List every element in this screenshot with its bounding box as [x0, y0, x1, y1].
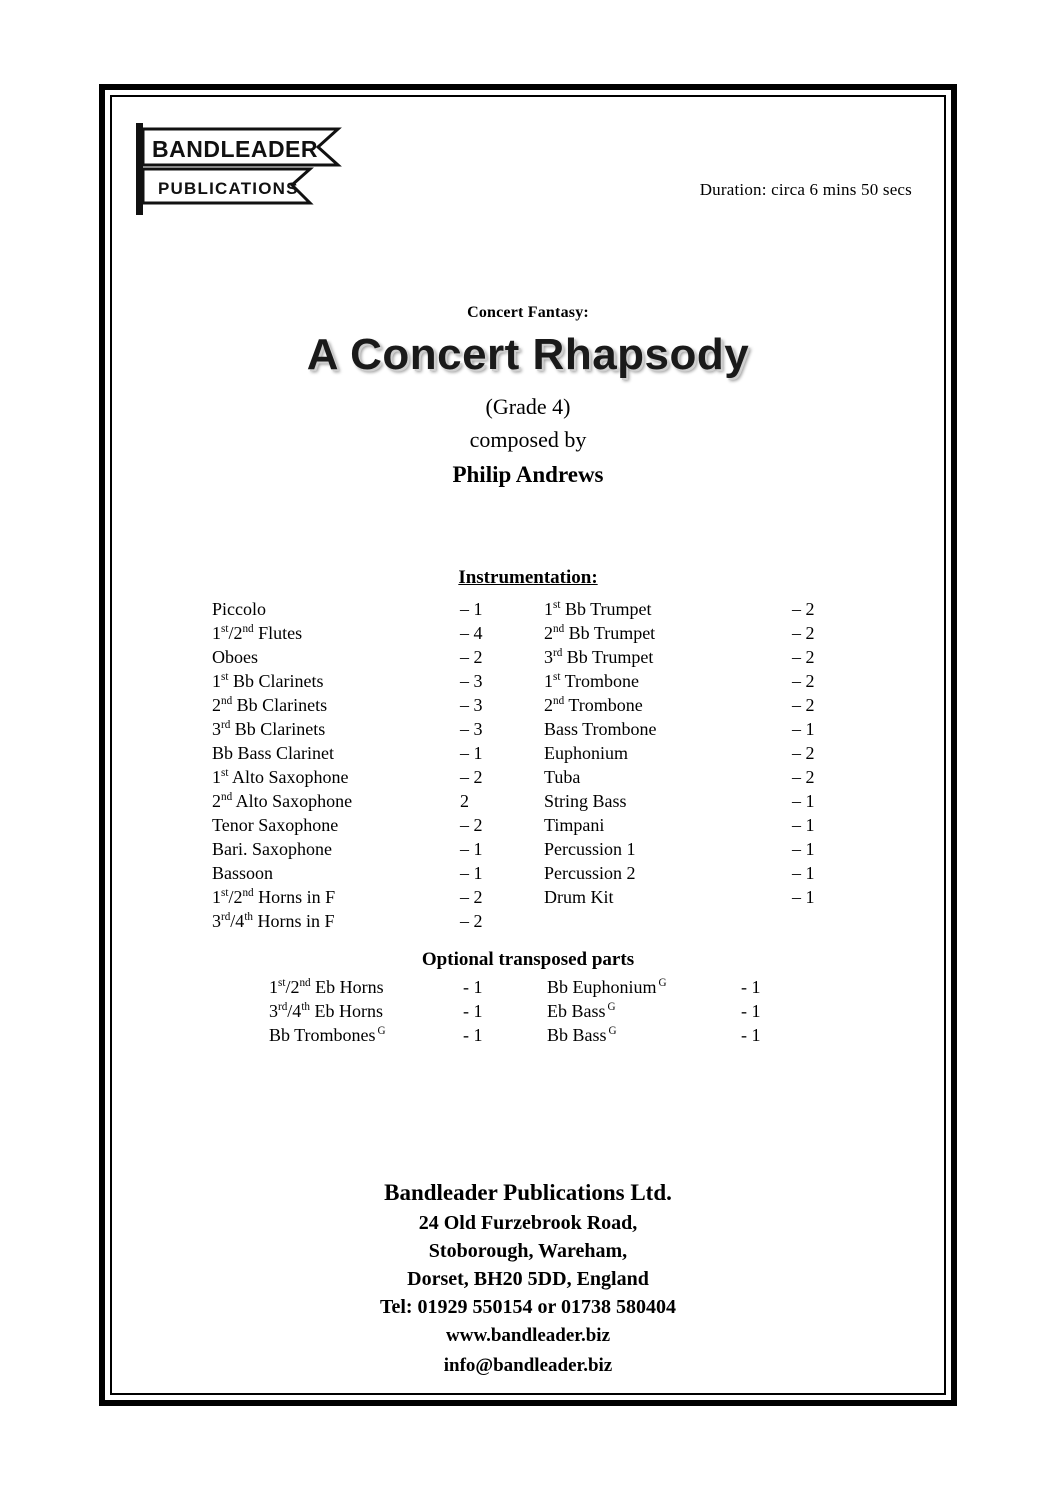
instrumentation-row-name: Drum Kit — [544, 887, 614, 907]
instrumentation-list — [112, 597, 944, 933]
optional-row — [547, 975, 787, 999]
instrumentation-row-count: – 1 — [792, 719, 815, 739]
instrumentation-row — [212, 861, 512, 885]
instrumentation-row-count: – 1 — [460, 863, 483, 883]
instrumentation-row — [212, 741, 512, 765]
instrumentation-row-name: 1st Bb Clarinets — [212, 671, 324, 691]
optional-row — [547, 1023, 787, 1047]
instrumentation-row-count: – 1 — [792, 839, 815, 859]
instrumentation-row-name: 1st Bb Trumpet — [544, 599, 652, 619]
svg-text:PUBLICATIONS: PUBLICATIONS — [158, 179, 299, 198]
instrumentation-row — [212, 813, 512, 837]
instrumentation-row-name: 2nd Trombone — [544, 695, 643, 715]
instrumentation-row-name: Timpani — [544, 815, 605, 835]
composed-by-label: composed by — [469, 427, 587, 452]
optional-row-name: Eb Bass $^G$ — [547, 1001, 616, 1021]
instrumentation-row-name: Bari. Saxophone — [212, 839, 332, 859]
instrumentation-row-count: 2 — [460, 791, 469, 811]
instrumentation-row — [212, 885, 512, 909]
optional-row-name: Bb Bass $^G$ — [547, 1025, 617, 1045]
instrumentation-row-name: 1st Trombone — [544, 671, 639, 691]
instrumentation-row-count: – 2 — [792, 647, 815, 667]
optional-row-count: - 1 — [741, 1025, 761, 1045]
page-title: A Concert Rhapsody — [306, 330, 750, 379]
instrumentation-row-name: 3rd/4th Horns in F — [212, 911, 335, 931]
publisher-website[interactable]: www.bandleader.biz — [446, 1325, 610, 1346]
instrumentation-row-count: – 1 — [792, 791, 815, 811]
instrumentation-column-left — [212, 597, 512, 933]
instrumentation-row-count: – 2 — [792, 743, 815, 763]
instrumentation-row-count: – 2 — [460, 647, 483, 667]
instrumentation-row — [544, 693, 844, 717]
instrumentation-column-right — [544, 597, 844, 933]
optional-column-left — [269, 975, 509, 1047]
grade-label: (Grade 4) — [485, 394, 571, 419]
instrumentation-row — [212, 717, 512, 741]
instrumentation-row — [544, 789, 844, 813]
instrumentation-row-name: 2nd Alto Saxophone — [212, 791, 353, 811]
instrumentation-row-count: – 1 — [460, 743, 483, 763]
duration-text: Duration: circa 6 mins 50 secs — [699, 180, 912, 199]
instrumentation-row — [544, 597, 844, 621]
instrumentation-row-count: – 1 — [460, 599, 483, 619]
composer-name: Philip Andrews — [452, 462, 604, 487]
instrumentation-row-name: 3rd Bb Clarinets — [212, 719, 326, 739]
instrumentation-row-name: Percussion 1 — [544, 839, 636, 859]
bandleader-logo — [132, 117, 347, 217]
instrumentation-row — [544, 885, 844, 909]
instrumentation-row-name: Piccolo — [212, 599, 266, 619]
instrumentation-row-count: – 2 — [460, 911, 483, 931]
instrumentation-row — [212, 645, 512, 669]
instrumentation-row — [544, 669, 844, 693]
instrumentation-row-count: – 3 — [460, 671, 483, 691]
publisher-address-line-1: 24 Old Furzebrook Road, — [418, 1212, 638, 1234]
instrumentation-row-count: – 3 — [460, 695, 483, 715]
instrumentation-row-name: String Bass — [544, 791, 627, 811]
instrumentation-row — [212, 789, 512, 813]
instrumentation-row-name: Bass Trombone — [544, 719, 657, 739]
instrumentation-row-count: – 2 — [792, 599, 815, 619]
instrumentation-row-name: 1st Alto Saxophone — [212, 767, 349, 787]
optional-parts-list — [112, 975, 944, 1047]
optional-row-count: - 1 — [741, 977, 761, 997]
instrumentation-row-name: Tuba — [544, 767, 581, 787]
instrumentation-row-count: – 1 — [792, 863, 815, 883]
instrumentation-row — [544, 765, 844, 789]
instrumentation-row — [212, 669, 512, 693]
instrumentation-row-name: 1st/2nd Flutes — [212, 623, 303, 643]
instrumentation-row — [544, 621, 844, 645]
instrumentation-row — [544, 837, 844, 861]
instrumentation-row-count: – 1 — [460, 839, 483, 859]
instrumentation-row — [544, 861, 844, 885]
optional-row-name: Bb Trombones $^G$ — [269, 1025, 386, 1045]
publisher-telephone: Tel: 01929 550154 or 01738 580404 — [379, 1296, 677, 1318]
publisher-block — [112, 1177, 944, 1381]
optional-row-count: - 1 — [741, 1001, 761, 1021]
optional-row — [547, 999, 787, 1023]
instrumentation-row-name: Euphonium — [544, 743, 628, 763]
instrumentation-row — [544, 813, 844, 837]
publisher-address-line-3: Dorset, BH20 5DD, England — [407, 1268, 649, 1290]
instrumentation-row-name: Percussion 2 — [544, 863, 636, 883]
optional-row-name: 1st/2nd Eb Horns — [269, 977, 384, 997]
instrumentation-row-name: Oboes — [212, 647, 258, 667]
instrumentation-row-count: – 2 — [460, 815, 483, 835]
instrumentation-row — [544, 645, 844, 669]
instrumentation-row-count: – 2 — [460, 887, 483, 907]
publisher-name: Bandleader Publications Ltd. — [384, 1180, 672, 1205]
optional-row-name: 3rd/4th Eb Horns — [269, 1001, 383, 1021]
instrumentation-row-count: – 4 — [460, 623, 483, 643]
instrumentation-row — [212, 597, 512, 621]
page-content — [112, 97, 944, 1393]
subtitle-label: Concert Fantasy: — [467, 304, 589, 321]
instrumentation-row-name: 2nd Bb Clarinets — [212, 695, 328, 715]
instrumentation-row-count: – 2 — [792, 695, 815, 715]
optional-parts-heading: Optional transposed parts — [421, 949, 635, 970]
optional-row-count: - 1 — [463, 1001, 483, 1021]
instrumentation-row — [544, 717, 844, 741]
publisher-email[interactable]: info@bandleader.biz — [443, 1355, 613, 1376]
optional-row — [269, 999, 509, 1023]
instrumentation-row-name: Bassoon — [212, 863, 274, 883]
instrumentation-row — [212, 909, 512, 933]
instrumentation-row-count: – 2 — [792, 671, 815, 691]
instrumentation-row — [212, 837, 512, 861]
instrumentation-row — [544, 741, 844, 765]
svg-text:BANDLEADER: BANDLEADER — [152, 136, 318, 162]
optional-row-name: Bb Euphonium $^G$ — [547, 977, 667, 997]
optional-row — [269, 1023, 509, 1047]
instrumentation-row-name: 1st/2nd Horns in F — [212, 887, 336, 907]
instrumentation-row-count: – 2 — [792, 623, 815, 643]
optional-column-right — [547, 975, 787, 1047]
instrumentation-row — [212, 621, 512, 645]
optional-row — [269, 975, 509, 999]
instrumentation-row-name: Bb Bass Clarinet — [212, 743, 334, 763]
instrumentation-heading — [112, 567, 944, 589]
instrumentation-row-count: – 3 — [460, 719, 483, 739]
optional-row-count: - 1 — [463, 977, 483, 997]
instrumentation-row — [212, 765, 512, 789]
instrumentation-row-name: Tenor Saxophone — [212, 815, 339, 835]
instrumentation-row-count: – 2 — [792, 767, 815, 787]
instrumentation-row — [212, 693, 512, 717]
instrumentation-row-count: – 1 — [792, 815, 815, 835]
instrumentation-row-count: – 2 — [460, 767, 483, 787]
optional-row-count: - 1 — [463, 1025, 483, 1045]
instrumentation-heading-text: Instrumentation: — [458, 567, 598, 588]
instrumentation-row-name: 3rd Bb Trumpet — [544, 647, 654, 667]
instrumentation-row-count: – 1 — [792, 887, 815, 907]
instrumentation-row-name: 2nd Bb Trumpet — [544, 623, 656, 643]
publisher-address-line-2: Stoborough, Wareham, — [428, 1240, 628, 1262]
